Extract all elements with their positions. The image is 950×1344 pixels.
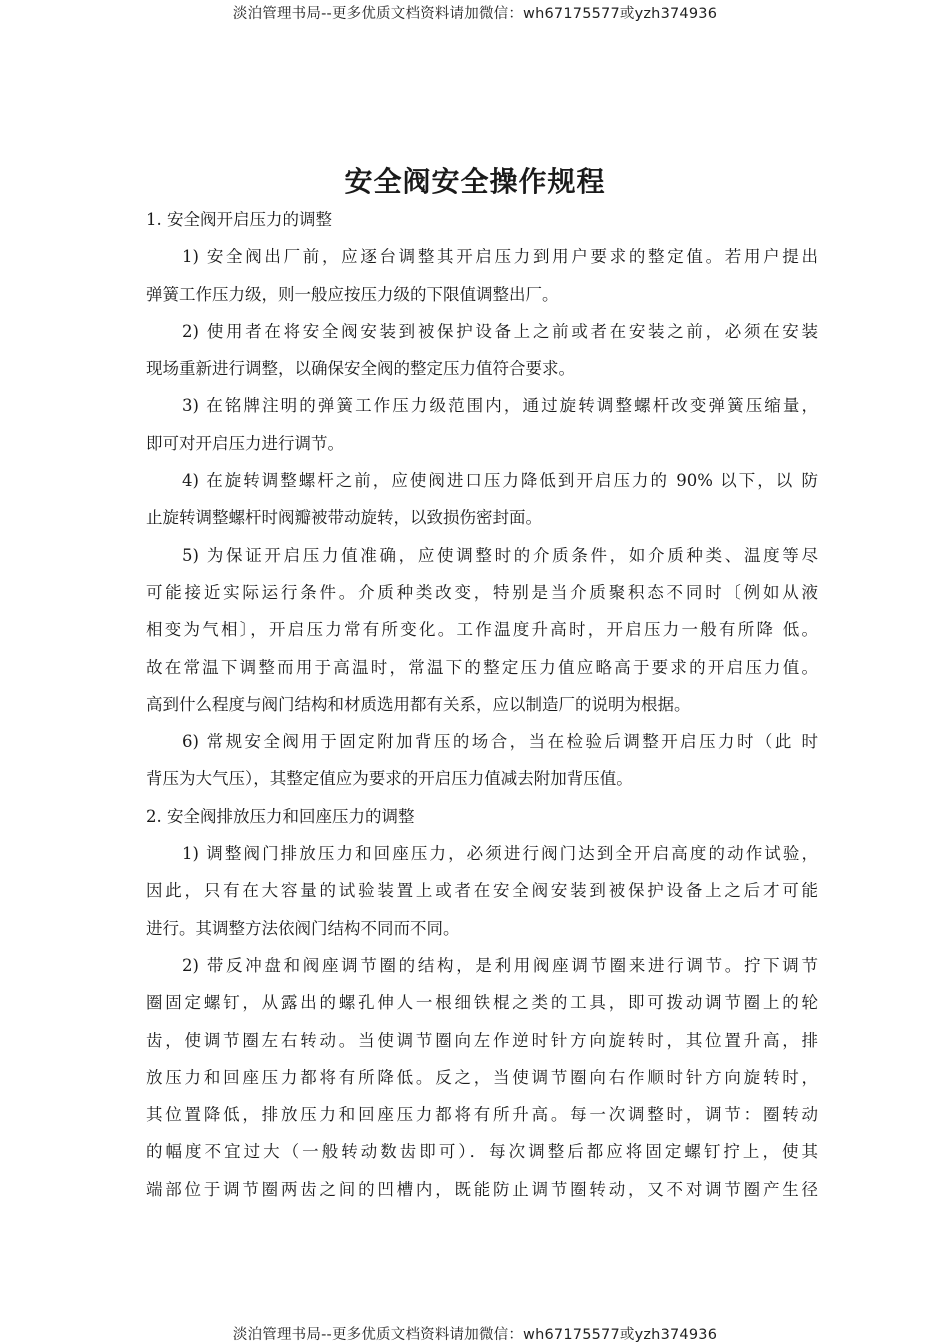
paragraph-line: 2) 使用者在将安全阀安装到被保护设备上之前或者在安装之前，必须在安装 [182, 321, 818, 341]
paragraph-line: 1) 安全阀出厂前，应逐台调整其开启压力到用户要求的整定值。若用户提出 [182, 247, 818, 267]
paragraph-line: 其位置降低，排放压力和回座压力都将有所升高。每一次调整时，调节：圈转动 [146, 1105, 818, 1125]
paragraph-line: 止旋转调整螺杆时阀瓣被带动旋转，以致损伤密封面。 [146, 508, 542, 528]
section-heading: 1. 安全阀开启压力的调整 [146, 210, 332, 229]
paragraph-line: 5) 为保证开启压力值准确，应使调整时的介质条件，如介质种类、温度等尽 [182, 545, 818, 565]
paragraph-line: 弹簧工作压力级，则一般应按压力级的下限值调整出厂。 [146, 284, 559, 304]
paragraph-line: 4) 在旋转调整螺杆之前，应使阀进口压力降低到开启压力的 90% 以下，以 防 [182, 471, 818, 491]
paragraph-line: 齿，使调节圈左右转动。当使调节圈向左作逆时针方向旋转时，其位置升高，排 [146, 1030, 818, 1050]
paragraph-line: 6) 常规安全阀用于固定附加背压的场合，当在检验后调整开启压力时（此 时 [182, 732, 818, 752]
section-heading: 2. 安全阀排放压力和回座压力的调整 [146, 806, 415, 826]
paragraph-line: 可能接近实际运行条件。介质种类改变，特别是当介质聚积态不同时〔例如从液 [146, 582, 818, 602]
paragraph-line: 3) 在铭牌注明的弹簧工作压力级范围内，通过旋转调整螺杆改变弹簧压缩量， [182, 396, 818, 416]
paragraph-line: 进行。其调整方法依阀门结构不同而不同。 [146, 918, 460, 938]
paragraph-line: 放压力和回座压力都将有所降低。反之，当使调节圈向右作顺时针方向旋转时， [146, 1067, 818, 1087]
paragraph-line: 端部位于调节圈两齿之间的凹槽内，既能防止调节圈转动，又不对调节圈产生径 [146, 1179, 818, 1199]
paragraph-line: 相变为气相〕，开启压力常有所变化。工作温度升高时，开启压力一般有所降 低。 [146, 620, 818, 640]
paragraph-line: 2) 带反冲盘和阀座调节圈的结构，是利用阀座调节圈来进行调节。拧下调节 [182, 955, 818, 975]
paragraph-line: 高到什么程度与阀门结构和材质选用都有关系，应以制造厂的说明为根据。 [146, 694, 691, 714]
paragraph-line: 背压为大气压），其整定值应为要求的开启压力值减去附加背压值。 [146, 769, 633, 789]
document-title: 安全阀安全操作规程 [344, 165, 606, 198]
paragraph-line: 的幅度不宜过大（一般转动数齿即可）．每次调整后都应将固定螺钉拧上，使其 [146, 1142, 818, 1162]
paragraph-line: 即可对开启压力进行调节。 [146, 433, 344, 453]
document-body [146, 201, 818, 1208]
page-header: 淡泊管理书局--更多优质文档资料请加微信：wh67175577或yzh374936 [232, 6, 718, 22]
paragraph-line: 圈固定螺钉，从露出的螺孔伸人一根细铁棍之类的工具，即可拨动调节圈上的轮 [146, 993, 818, 1013]
paragraph-line: 1) 调整阀门排放压力和回座压力，必须进行阀门达到全开启高度的动作试验， [182, 844, 818, 864]
paragraph-line: 故在常温下调整而用于高温时，常温下的整定压力值应略高于要求的开启压力值。 [146, 657, 818, 677]
paragraph-line: 因此，只有在大容量的试验装置上或者在安全阀安装到被保护设备上之后才可能 [146, 881, 818, 901]
page-footer: 淡泊管理书局--更多优质文档资料请加微信：wh67175577或yzh374936 [232, 1327, 718, 1343]
paragraph-line: 现场重新进行调整，以确保安全阀的整定压力值符合要求。 [146, 359, 575, 379]
